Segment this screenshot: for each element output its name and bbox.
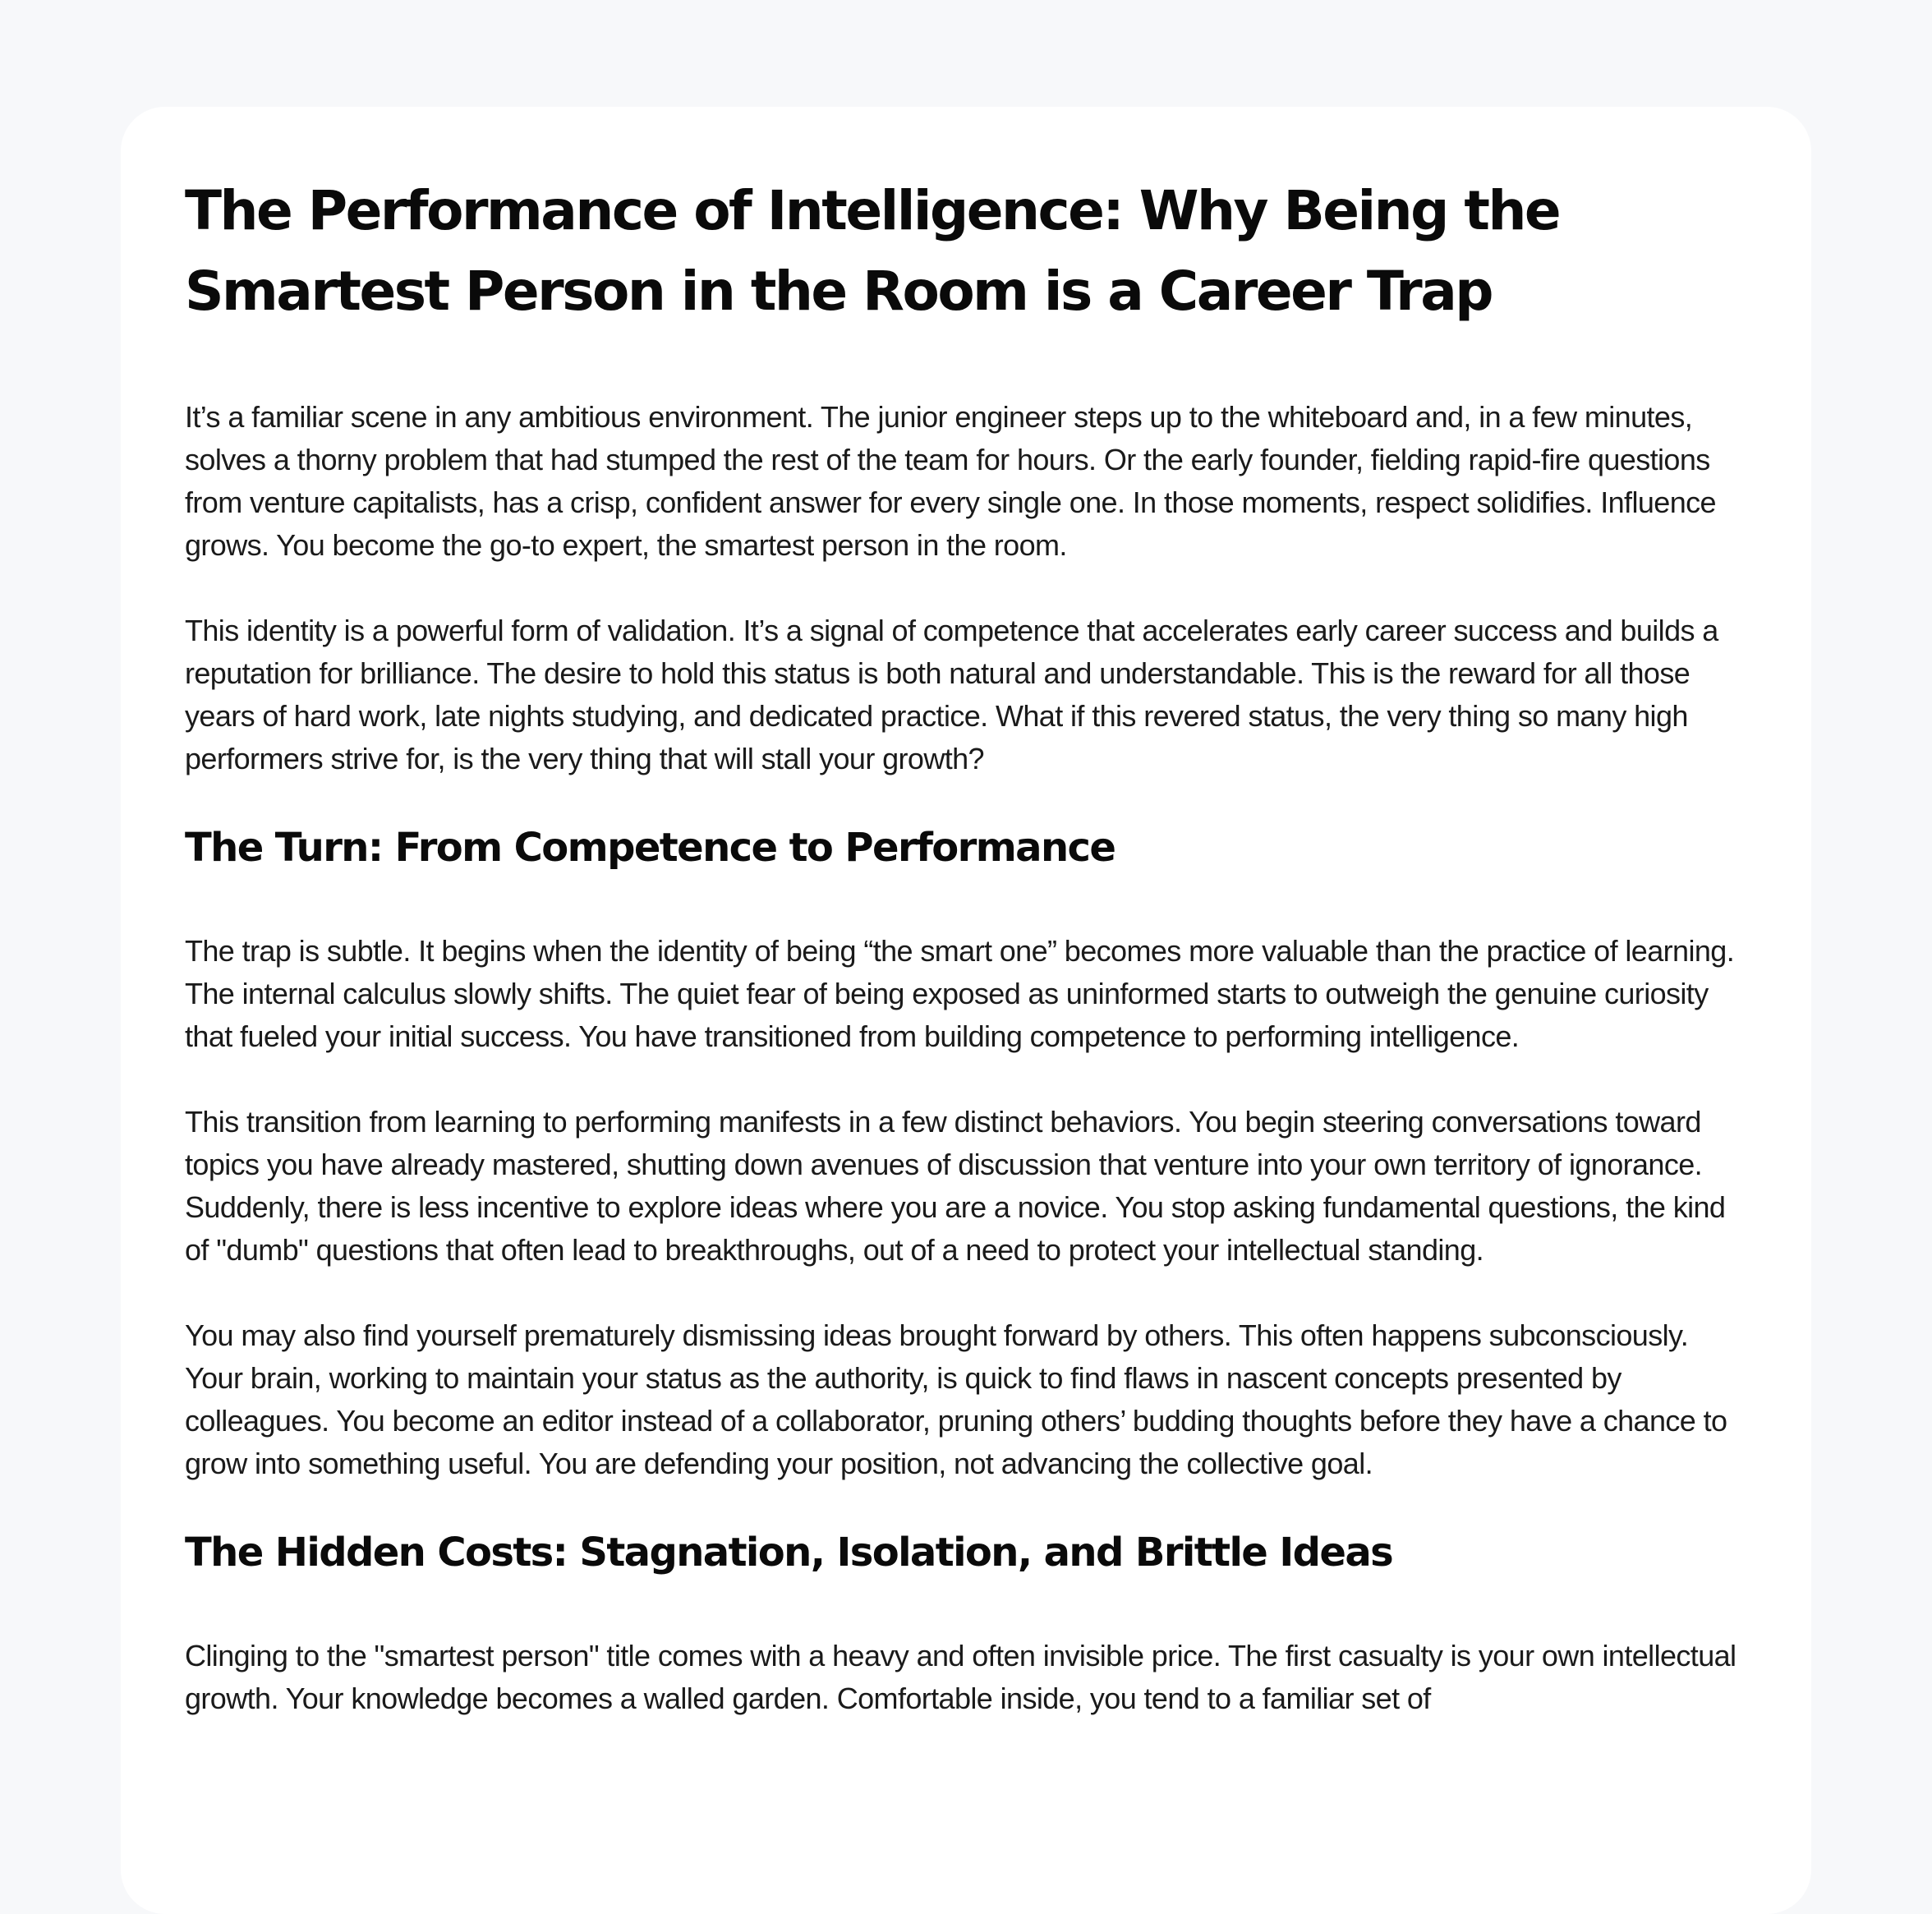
section-heading: The Turn: From Competence to Performance xyxy=(185,825,1116,871)
article-card xyxy=(121,107,1811,1914)
article-title: The Performance of Intelligence: Why Being the Smartest Person in the Room is a Career Trap xyxy=(185,179,1560,323)
article-paragraph: This transition from learning to performing manifests in a few distinct behaviors. You begin steering conversations toward topics you have already mastered, shutting down avenues of discussion that venture into your own territory of ignorance. Suddenly, there is less incentive to explore ideas where you are a novice. You stop asking fundamental questions, the kind of "dumb" questions that often lead to breakthroughs, out of a need to protect your intellectual standing. xyxy=(185,1105,1726,1267)
article-paragraph: The trap is subtle. It begins when the identity of being “the smart one” becomes more valuable than the practice of learning. The internal calculus slowly shifts. The quiet fear of being exposed as uninformed starts to outweigh the genuine curiosity that fueled your initial success. You have transitioned from building competence to performing intelligence. xyxy=(185,934,1735,1053)
article-paragraph: It’s a familiar scene in any ambitious environment. The junior engineer steps up to the whiteboard and, in a few minutes, solves a thorny problem that had stumped the rest of the team for hours. Or the early founder, fielding rapid-fire questions from venture capitalists, has a crisp, confident answer for every single one. In those moments, respect solidifies. Influence grows. You become the go-to expert, the smartest person in the room. xyxy=(185,400,1716,562)
article-paragraph: You may also find yourself prematurely dismissing ideas brought forward by others. This often happens subconsciously. Your brain, working to maintain your status as the authority, is quick to find flaws in nascent concepts presented by colleagues. You become an editor instead of a collaborator, pruning others’ budding thoughts before they have a chance to grow into something useful. You are defending your position, not advancing the collective goal. xyxy=(185,1318,1727,1480)
article-paragraph: This identity is a powerful form of validation. It’s a signal of competence that accelerates early career success and builds a reputation for brilliance. The desire to hold this status is both natural and understandable. This is the reward for all those years of hard work, late nights studying, and dedicated practice. What if this revered status, the very thing so many high performers strive for, is the very thing that will stall your growth? xyxy=(185,614,1718,775)
article-paragraph: Clinging to the "smartest person" title comes with a heavy and often invisible price. The first casualty is your own intellectual growth. Your knowledge becomes a walled garden. Comfortable inside, you tend to a familiar set of xyxy=(185,1639,1736,1715)
section-heading: The Hidden Costs: Stagnation, Isolation, and Brittle Ideas xyxy=(185,1530,1393,1576)
